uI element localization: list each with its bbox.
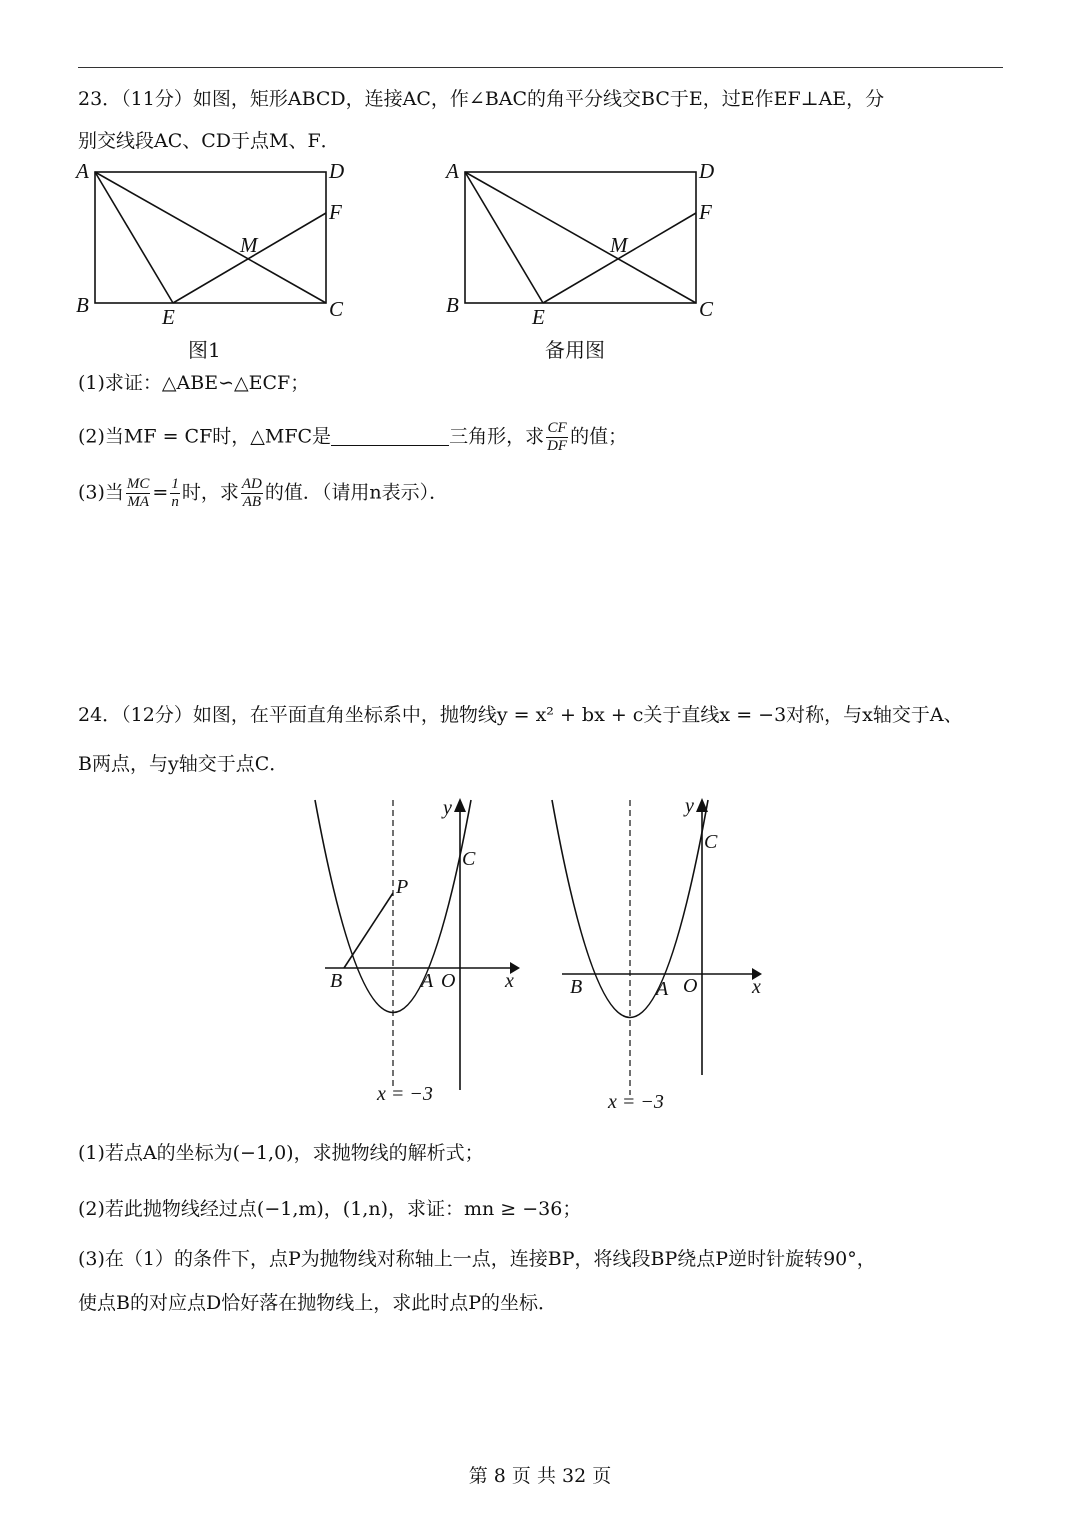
label-f: F xyxy=(329,200,342,224)
q23-stem-line1: 23．（11分）如图，矩形ABCD，连接AC，作∠BAC的角平分线交BC于E，过E作EF⊥AE，分 xyxy=(78,88,885,110)
label-y: y xyxy=(443,797,452,819)
q24-part3-line1: (3)在（1）的条件下，点P为抛物线对称轴上一点，连接BP，将线段BP绕点P逆时针旋转90°， xyxy=(78,1248,876,1270)
q24-part3-line2: 使点B的对应点D恰好落在抛物线上，求此时点P的坐标． xyxy=(78,1292,557,1314)
q24-part1: (1)若点A的坐标为(−1,0)，求抛物线的解析式； xyxy=(78,1142,484,1164)
label-o: O xyxy=(683,975,698,997)
label-e: E xyxy=(532,305,545,329)
y-axis-arrow-icon xyxy=(454,798,466,812)
label-c: C xyxy=(699,297,714,321)
fig2-caption: 备用图 xyxy=(545,338,605,362)
q23-part3-text-b: 时，求 xyxy=(181,481,239,504)
page-footer: 第 8 页 共 32 页 xyxy=(468,1465,612,1487)
fraction-1-n: $\frac{1}{n}$ xyxy=(171,476,179,510)
label-c: C xyxy=(462,848,476,870)
label-e: E xyxy=(162,305,175,329)
segment-ae xyxy=(465,172,543,303)
q23-part3 xyxy=(78,476,448,511)
segment-bp xyxy=(344,893,393,968)
segment-ae xyxy=(95,172,173,303)
label-d: D xyxy=(329,159,345,183)
label-f: F xyxy=(699,200,712,224)
fraction-ad-ab: $\frac{AD}{AB}$ xyxy=(241,476,262,510)
label-x: x xyxy=(752,976,761,998)
label-c: C xyxy=(329,297,344,321)
q23-part3-text-a: (3)当 xyxy=(78,481,124,504)
label-a: A xyxy=(76,159,89,183)
q24-figure-1 xyxy=(300,790,540,1110)
axis-label: x = −3 xyxy=(608,1091,664,1113)
q24-figure-2 xyxy=(540,790,780,1120)
q23-part2 xyxy=(78,420,627,455)
label-m: M xyxy=(610,233,628,257)
label-a: A xyxy=(421,970,434,992)
q23-stem-line2: 别交线段AC、CD于点M、F． xyxy=(78,130,340,152)
axis-label: x = −3 xyxy=(377,1083,433,1105)
q23-figure-1 xyxy=(70,158,370,333)
label-b: B xyxy=(76,293,89,317)
label-x: x xyxy=(505,970,514,992)
segment-ac xyxy=(95,172,326,303)
answer-blank xyxy=(331,427,449,446)
fraction-mc-ma: $\frac{MC}{MA}$ xyxy=(126,476,150,510)
q24-stem-line2: B两点，与y轴交于点C． xyxy=(78,753,289,775)
q23-part2-text-b: 三角形，求 xyxy=(449,425,545,448)
label-b: B xyxy=(570,976,583,998)
fraction-cf-df: $\frac{CF}{DF}$ xyxy=(547,420,568,454)
label-o: O xyxy=(441,970,456,992)
q24-part2: (2)若此抛物线经过点(−1,m)，(1,n)，求证：mn ≥ −36； xyxy=(78,1198,582,1220)
label-p: P xyxy=(396,876,409,898)
segment-ac xyxy=(465,172,696,303)
label-c: C xyxy=(704,831,718,853)
q23-figure-backup xyxy=(440,158,740,333)
equals-sign: = xyxy=(152,481,169,504)
label-d: D xyxy=(699,159,715,183)
q23-part2-text-c: 的值； xyxy=(570,425,628,448)
label-b: B xyxy=(330,970,343,992)
label-a: A xyxy=(656,978,669,1000)
fig1-caption: 图1 xyxy=(188,338,221,362)
q23-part2-text-a: (2)当MF = CF时，△MFC是 xyxy=(78,425,332,448)
label-b: B xyxy=(446,293,459,317)
label-y: y xyxy=(685,795,694,817)
q24-stem-line1: 24．（12分）如图，在平面直角坐标系中，抛物线y = x² + bx + c关于直线x = −3对称，与x轴交于A、 xyxy=(78,704,963,726)
label-m: M xyxy=(240,233,258,257)
q23-part1: (1)求证：△ABE∽△ECF； xyxy=(78,372,310,394)
q23-part3-text-c: 的值．（请用n表示）． xyxy=(264,481,449,504)
label-a: A xyxy=(446,159,459,183)
header-rule xyxy=(78,67,1003,68)
